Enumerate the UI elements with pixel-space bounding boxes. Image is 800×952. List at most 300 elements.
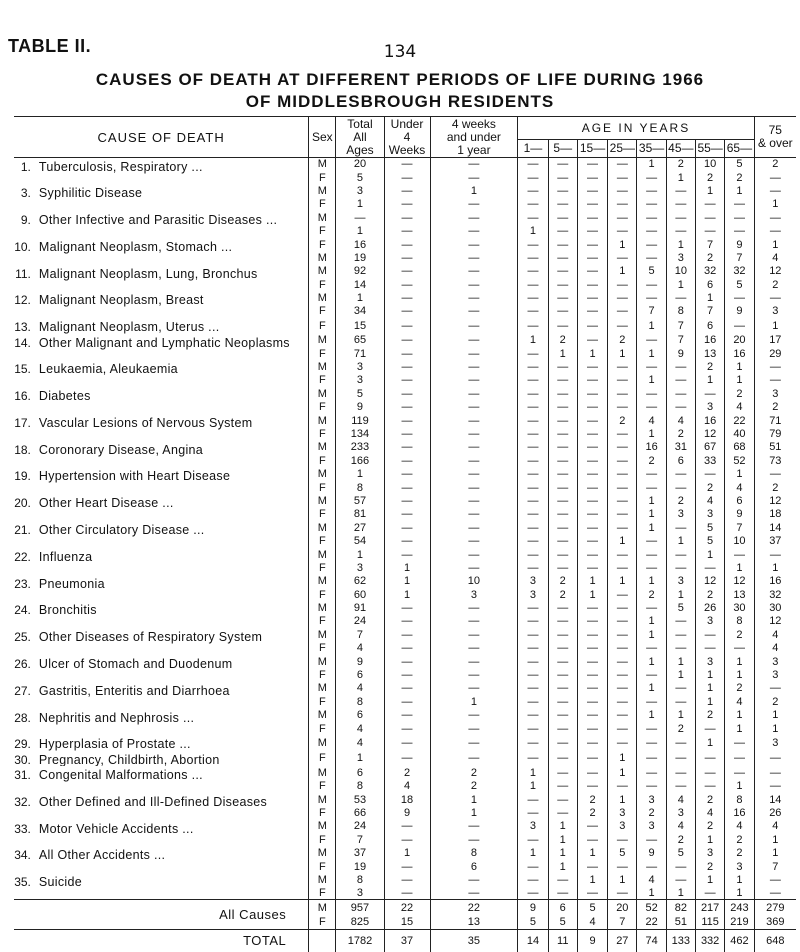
value-cell: 13	[695, 347, 724, 360]
cause-name: Vascular Lesions of Nervous System	[38, 415, 253, 430]
table-row	[14, 441, 796, 454]
value-cell: 18	[384, 793, 430, 806]
all-causes-cell: 7	[608, 915, 637, 930]
all-causes-cell: 115	[695, 915, 724, 930]
cause-number: 25.	[14, 630, 31, 645]
value-cell: —	[577, 601, 607, 614]
table-row	[14, 846, 796, 859]
value-cell: 4	[754, 820, 796, 833]
sex-cell: M	[309, 360, 336, 373]
value-cell: 12	[695, 575, 724, 588]
sex-cell: M	[309, 291, 336, 304]
value-cell: —	[384, 695, 430, 708]
cause-name: Other Heart Disease ...	[38, 496, 174, 511]
value-cell: —	[637, 224, 666, 237]
value-cell: —	[725, 642, 754, 655]
sex-cell: F	[309, 171, 336, 184]
value-cell: —	[577, 534, 607, 547]
value-cell: —	[725, 548, 754, 561]
value-cell: —	[384, 441, 430, 454]
sex-cell: M	[309, 211, 336, 224]
value-cell: 1	[637, 615, 666, 628]
value-cell: —	[336, 211, 384, 224]
value-cell: —	[548, 548, 577, 561]
value-cell: 32	[695, 265, 724, 278]
value-cell: —	[384, 265, 430, 278]
value-cell: —	[754, 467, 796, 480]
value-cell: 3	[695, 846, 724, 859]
all-causes-cell: 243	[725, 900, 754, 915]
value-cell: 1	[430, 184, 518, 197]
value-cell: 2	[695, 171, 724, 184]
value-cell: 2	[666, 833, 695, 846]
value-cell: —	[577, 291, 607, 304]
cause-number: 28.	[14, 710, 31, 725]
value-cell: 3	[695, 508, 724, 521]
sex-cell: M	[309, 441, 336, 454]
value-cell: 2	[754, 278, 796, 291]
value-cell: —	[577, 198, 607, 211]
value-cell: 2	[637, 806, 666, 819]
value-cell: —	[577, 454, 607, 467]
value-cell: 2	[666, 427, 695, 440]
value-cell: —	[548, 793, 577, 806]
value-cell: 2	[695, 793, 724, 806]
value-cell: 2	[695, 588, 724, 601]
total-label: TOTAL	[243, 933, 287, 949]
value-cell: 8	[336, 695, 384, 708]
value-cell: 1	[637, 709, 666, 722]
value-cell: 1	[754, 846, 796, 859]
value-cell: —	[577, 722, 607, 735]
value-cell: —	[637, 481, 666, 494]
value-cell: 27	[336, 521, 384, 534]
sex-cell: M	[309, 184, 336, 197]
value-cell: 16	[695, 414, 724, 427]
value-cell: —	[695, 561, 724, 574]
value-cell: —	[725, 766, 754, 779]
value-cell: —	[518, 441, 548, 454]
value-cell: 2	[695, 251, 724, 264]
value-cell: —	[430, 441, 518, 454]
value-cell: —	[384, 709, 430, 722]
age-col-header: 15—	[577, 140, 607, 158]
value-cell: 1	[336, 751, 384, 766]
value-cell: —	[518, 628, 548, 641]
sex-cell: M	[309, 628, 336, 641]
value-cell: —	[666, 387, 695, 400]
table-row	[14, 751, 796, 766]
value-cell: —	[430, 628, 518, 641]
value-cell: 6	[725, 494, 754, 507]
table-row	[14, 158, 796, 171]
value-cell: 31	[666, 441, 695, 454]
value-cell: —	[518, 211, 548, 224]
value-cell: —	[518, 735, 548, 750]
value-cell: —	[384, 374, 430, 387]
value-cell: —	[666, 642, 695, 655]
value-cell: —	[384, 318, 430, 333]
table-row	[14, 766, 796, 779]
value-cell: 134	[336, 427, 384, 440]
value-cell: 12	[725, 575, 754, 588]
total-cell: 74	[637, 930, 666, 952]
value-cell: —	[548, 427, 577, 440]
value-cell: 2	[695, 709, 724, 722]
sex-cell: F	[309, 860, 336, 873]
value-cell: 20	[336, 158, 384, 171]
value-cell: —	[754, 374, 796, 387]
value-cell: —	[384, 521, 430, 534]
table-row	[14, 548, 796, 561]
value-cell: —	[577, 401, 607, 414]
value-cell: —	[548, 454, 577, 467]
value-cell: 3	[336, 360, 384, 373]
value-cell: —	[577, 682, 607, 695]
value-cell: —	[384, 401, 430, 414]
value-cell: 54	[336, 534, 384, 547]
value-cell: 1	[336, 198, 384, 211]
total-cell: 133	[666, 930, 695, 952]
value-cell: —	[518, 291, 548, 304]
cause-name: Syphilitic Disease	[38, 186, 143, 201]
value-cell: —	[518, 278, 548, 291]
value-cell: 1	[336, 548, 384, 561]
value-cell: 26	[695, 601, 724, 614]
sex-cell: M	[309, 575, 336, 588]
value-cell: 1	[637, 494, 666, 507]
value-cell: 3	[754, 655, 796, 668]
value-cell: 2	[754, 695, 796, 708]
value-cell: —	[430, 278, 518, 291]
table-row	[14, 334, 796, 347]
value-cell: —	[725, 211, 754, 224]
table-row	[14, 291, 796, 304]
value-cell: —	[430, 291, 518, 304]
value-cell: —	[577, 278, 607, 291]
sex-cell: F	[309, 615, 336, 628]
value-cell: 33	[695, 454, 724, 467]
value-cell: —	[577, 265, 607, 278]
value-cell: —	[518, 601, 548, 614]
value-cell: 3	[637, 820, 666, 833]
value-cell: —	[666, 211, 695, 224]
value-cell: —	[430, 873, 518, 886]
sex-cell: M	[309, 655, 336, 668]
value-cell: 1	[548, 833, 577, 846]
sex-cell: M	[309, 873, 336, 886]
value-cell: 1	[695, 735, 724, 750]
value-cell: —	[577, 779, 607, 792]
value-cell: 7	[666, 334, 695, 347]
value-cell: —	[637, 387, 666, 400]
value-cell: 16	[695, 334, 724, 347]
value-cell: —	[754, 224, 796, 237]
value-cell: —	[518, 347, 548, 360]
value-cell: —	[518, 305, 548, 318]
value-cell: —	[608, 508, 637, 521]
sex-cell: F	[309, 695, 336, 708]
value-cell: —	[608, 735, 637, 750]
value-cell: 2	[695, 360, 724, 373]
value-cell: —	[548, 291, 577, 304]
table-label: TABLE II.	[8, 36, 92, 56]
cause-number: 22.	[14, 549, 31, 564]
value-cell: 233	[336, 441, 384, 454]
value-cell: —	[637, 668, 666, 681]
table-row	[14, 820, 796, 833]
value-cell: 1	[577, 588, 607, 601]
value-cell: —	[608, 211, 637, 224]
value-cell: —	[518, 171, 548, 184]
cause-number: 10.	[14, 239, 31, 254]
value-cell: 3	[666, 806, 695, 819]
value-cell: 2	[577, 806, 607, 819]
value-cell: 16	[725, 347, 754, 360]
value-cell: —	[754, 779, 796, 792]
value-cell: 6	[666, 454, 695, 467]
value-cell: —	[430, 401, 518, 414]
value-cell: 2	[666, 158, 695, 171]
value-cell: —	[637, 766, 666, 779]
cause-number: 26.	[14, 656, 31, 671]
value-cell: 1	[637, 887, 666, 900]
value-cell: 2	[725, 682, 754, 695]
value-cell: 6	[336, 668, 384, 681]
value-cell: 65	[336, 334, 384, 347]
value-cell: —	[430, 833, 518, 846]
value-cell: —	[548, 198, 577, 211]
value-cell: 1	[666, 709, 695, 722]
value-cell: —	[666, 401, 695, 414]
value-cell: —	[608, 601, 637, 614]
value-cell: —	[666, 766, 695, 779]
value-cell: 2	[384, 766, 430, 779]
value-cell: —	[577, 887, 607, 900]
total-cell: 9	[577, 930, 607, 952]
cause-name: Motor Vehicle Accidents ...	[38, 821, 194, 836]
value-cell: 32	[725, 265, 754, 278]
age-col-header: 55—	[695, 140, 724, 158]
all-causes-cell: 52	[637, 900, 666, 915]
cause-number: 21.	[14, 523, 31, 538]
all-causes-cell: 825	[336, 915, 384, 930]
value-cell: 2	[725, 171, 754, 184]
value-cell: 5	[336, 387, 384, 400]
value-cell: —	[430, 347, 518, 360]
value-cell: 16	[336, 238, 384, 251]
value-cell: —	[577, 833, 607, 846]
value-cell: 2	[548, 588, 577, 601]
cause-name: Tuberculosis, Respiratory ...	[38, 160, 203, 174]
value-cell: —	[548, 265, 577, 278]
value-cell: 1	[608, 793, 637, 806]
value-cell: —	[637, 751, 666, 766]
value-cell: —	[666, 184, 695, 197]
value-cell: 2	[637, 454, 666, 467]
all-causes-cell: 217	[695, 900, 724, 915]
value-cell: 3	[608, 806, 637, 819]
value-cell: 5	[666, 601, 695, 614]
value-cell: 2	[754, 401, 796, 414]
all-causes-cell: 957	[336, 900, 384, 915]
value-cell: 1	[637, 628, 666, 641]
table-row	[14, 318, 796, 333]
value-cell: —	[548, 873, 577, 886]
value-cell: 6	[430, 860, 518, 873]
value-cell: —	[384, 615, 430, 628]
value-cell: 1	[577, 873, 607, 886]
value-cell: 3	[336, 374, 384, 387]
value-cell: 6	[695, 278, 724, 291]
value-cell: 3	[695, 615, 724, 628]
value-cell: 1	[577, 575, 607, 588]
value-cell: —	[430, 481, 518, 494]
value-cell: 1	[725, 722, 754, 735]
value-cell: 32	[754, 588, 796, 601]
value-cell: —	[754, 887, 796, 900]
value-cell: —	[548, 251, 577, 264]
cause-name: Malignant Neoplasm, Lung, Bronchus	[38, 266, 258, 281]
value-cell: 2	[548, 334, 577, 347]
value-cell: 81	[336, 508, 384, 521]
value-cell: —	[608, 494, 637, 507]
value-cell: 2	[695, 481, 724, 494]
value-cell: 17	[754, 334, 796, 347]
value-cell: 4	[336, 642, 384, 655]
value-cell: —	[548, 642, 577, 655]
value-cell: 9	[666, 347, 695, 360]
value-cell: —	[430, 682, 518, 695]
value-cell: —	[637, 251, 666, 264]
value-cell: —	[608, 305, 637, 318]
value-cell: —	[577, 441, 607, 454]
value-cell: —	[430, 211, 518, 224]
value-cell: 52	[725, 454, 754, 467]
value-cell: —	[608, 709, 637, 722]
value-cell: —	[608, 374, 637, 387]
sex-cell: F	[309, 278, 336, 291]
age-col-header: 35—	[637, 140, 666, 158]
value-cell: —	[637, 360, 666, 373]
value-cell: —	[548, 401, 577, 414]
sex-cell: F	[309, 508, 336, 521]
value-cell: 1	[725, 779, 754, 792]
value-cell: 1	[637, 508, 666, 521]
value-cell: —	[518, 655, 548, 668]
value-cell: —	[518, 561, 548, 574]
value-cell: —	[518, 467, 548, 480]
value-cell: 92	[336, 265, 384, 278]
value-cell: 3	[637, 793, 666, 806]
value-cell: 10	[725, 534, 754, 547]
value-cell: 1	[548, 347, 577, 360]
value-cell: —	[384, 198, 430, 211]
value-cell: 29	[754, 347, 796, 360]
value-cell: —	[637, 238, 666, 251]
value-cell: 4	[336, 722, 384, 735]
value-cell: —	[548, 766, 577, 779]
value-cell: —	[577, 171, 607, 184]
value-cell: —	[577, 508, 607, 521]
value-cell: —	[666, 682, 695, 695]
value-cell: —	[608, 360, 637, 373]
value-cell: 1	[666, 238, 695, 251]
value-cell: 1	[754, 318, 796, 333]
value-cell: —	[754, 751, 796, 766]
value-cell: 12	[754, 615, 796, 628]
value-cell: —	[384, 158, 430, 171]
value-cell: 30	[754, 601, 796, 614]
value-cell: 1	[725, 467, 754, 480]
table-row	[14, 682, 796, 695]
value-cell: 1	[695, 682, 724, 695]
value-cell: —	[577, 334, 607, 347]
value-cell: —	[577, 561, 607, 574]
value-cell: 1	[608, 575, 637, 588]
value-cell: 3	[754, 387, 796, 400]
cause-name: Other Circulatory Disease ...	[38, 523, 205, 538]
value-cell: —	[384, 305, 430, 318]
value-cell: —	[608, 454, 637, 467]
value-cell: 4	[754, 642, 796, 655]
value-cell: 57	[336, 494, 384, 507]
value-cell: 1	[336, 224, 384, 237]
value-cell: —	[666, 779, 695, 792]
value-cell: —	[666, 751, 695, 766]
value-cell: —	[754, 682, 796, 695]
total-header: Total All Ages	[336, 117, 384, 158]
value-cell: —	[518, 265, 548, 278]
value-cell: 4	[666, 793, 695, 806]
value-cell: —	[384, 548, 430, 561]
value-cell: —	[430, 615, 518, 628]
value-cell: —	[430, 548, 518, 561]
value-cell: —	[430, 751, 518, 766]
value-cell: —	[637, 171, 666, 184]
value-cell: 3	[518, 820, 548, 833]
value-cell: —	[518, 873, 548, 886]
cause-name: Leukaemia, Aleukaemia	[38, 362, 178, 377]
sex-cell: M	[309, 682, 336, 695]
value-cell: 1	[725, 374, 754, 387]
total-cell: 37	[384, 930, 430, 952]
value-cell: 8	[430, 846, 518, 859]
value-cell: —	[577, 414, 607, 427]
value-cell: —	[725, 318, 754, 333]
value-cell: —	[384, 291, 430, 304]
value-cell: 4	[666, 820, 695, 833]
all-causes-cell: 219	[725, 915, 754, 930]
value-cell: —	[430, 251, 518, 264]
value-cell: 1	[577, 347, 607, 360]
value-cell: —	[518, 521, 548, 534]
value-cell: —	[695, 722, 724, 735]
value-cell: —	[695, 198, 724, 211]
table-row	[14, 709, 796, 722]
cause-number: 27.	[14, 683, 31, 698]
table-row	[14, 521, 796, 534]
value-cell: —	[666, 615, 695, 628]
value-cell: —	[518, 374, 548, 387]
value-cell: —	[577, 305, 607, 318]
value-cell: —	[548, 318, 577, 333]
value-cell: —	[666, 374, 695, 387]
value-cell: 1	[637, 682, 666, 695]
all-causes-cell: 15	[384, 915, 430, 930]
table-row	[14, 211, 796, 224]
value-cell: —	[608, 695, 637, 708]
